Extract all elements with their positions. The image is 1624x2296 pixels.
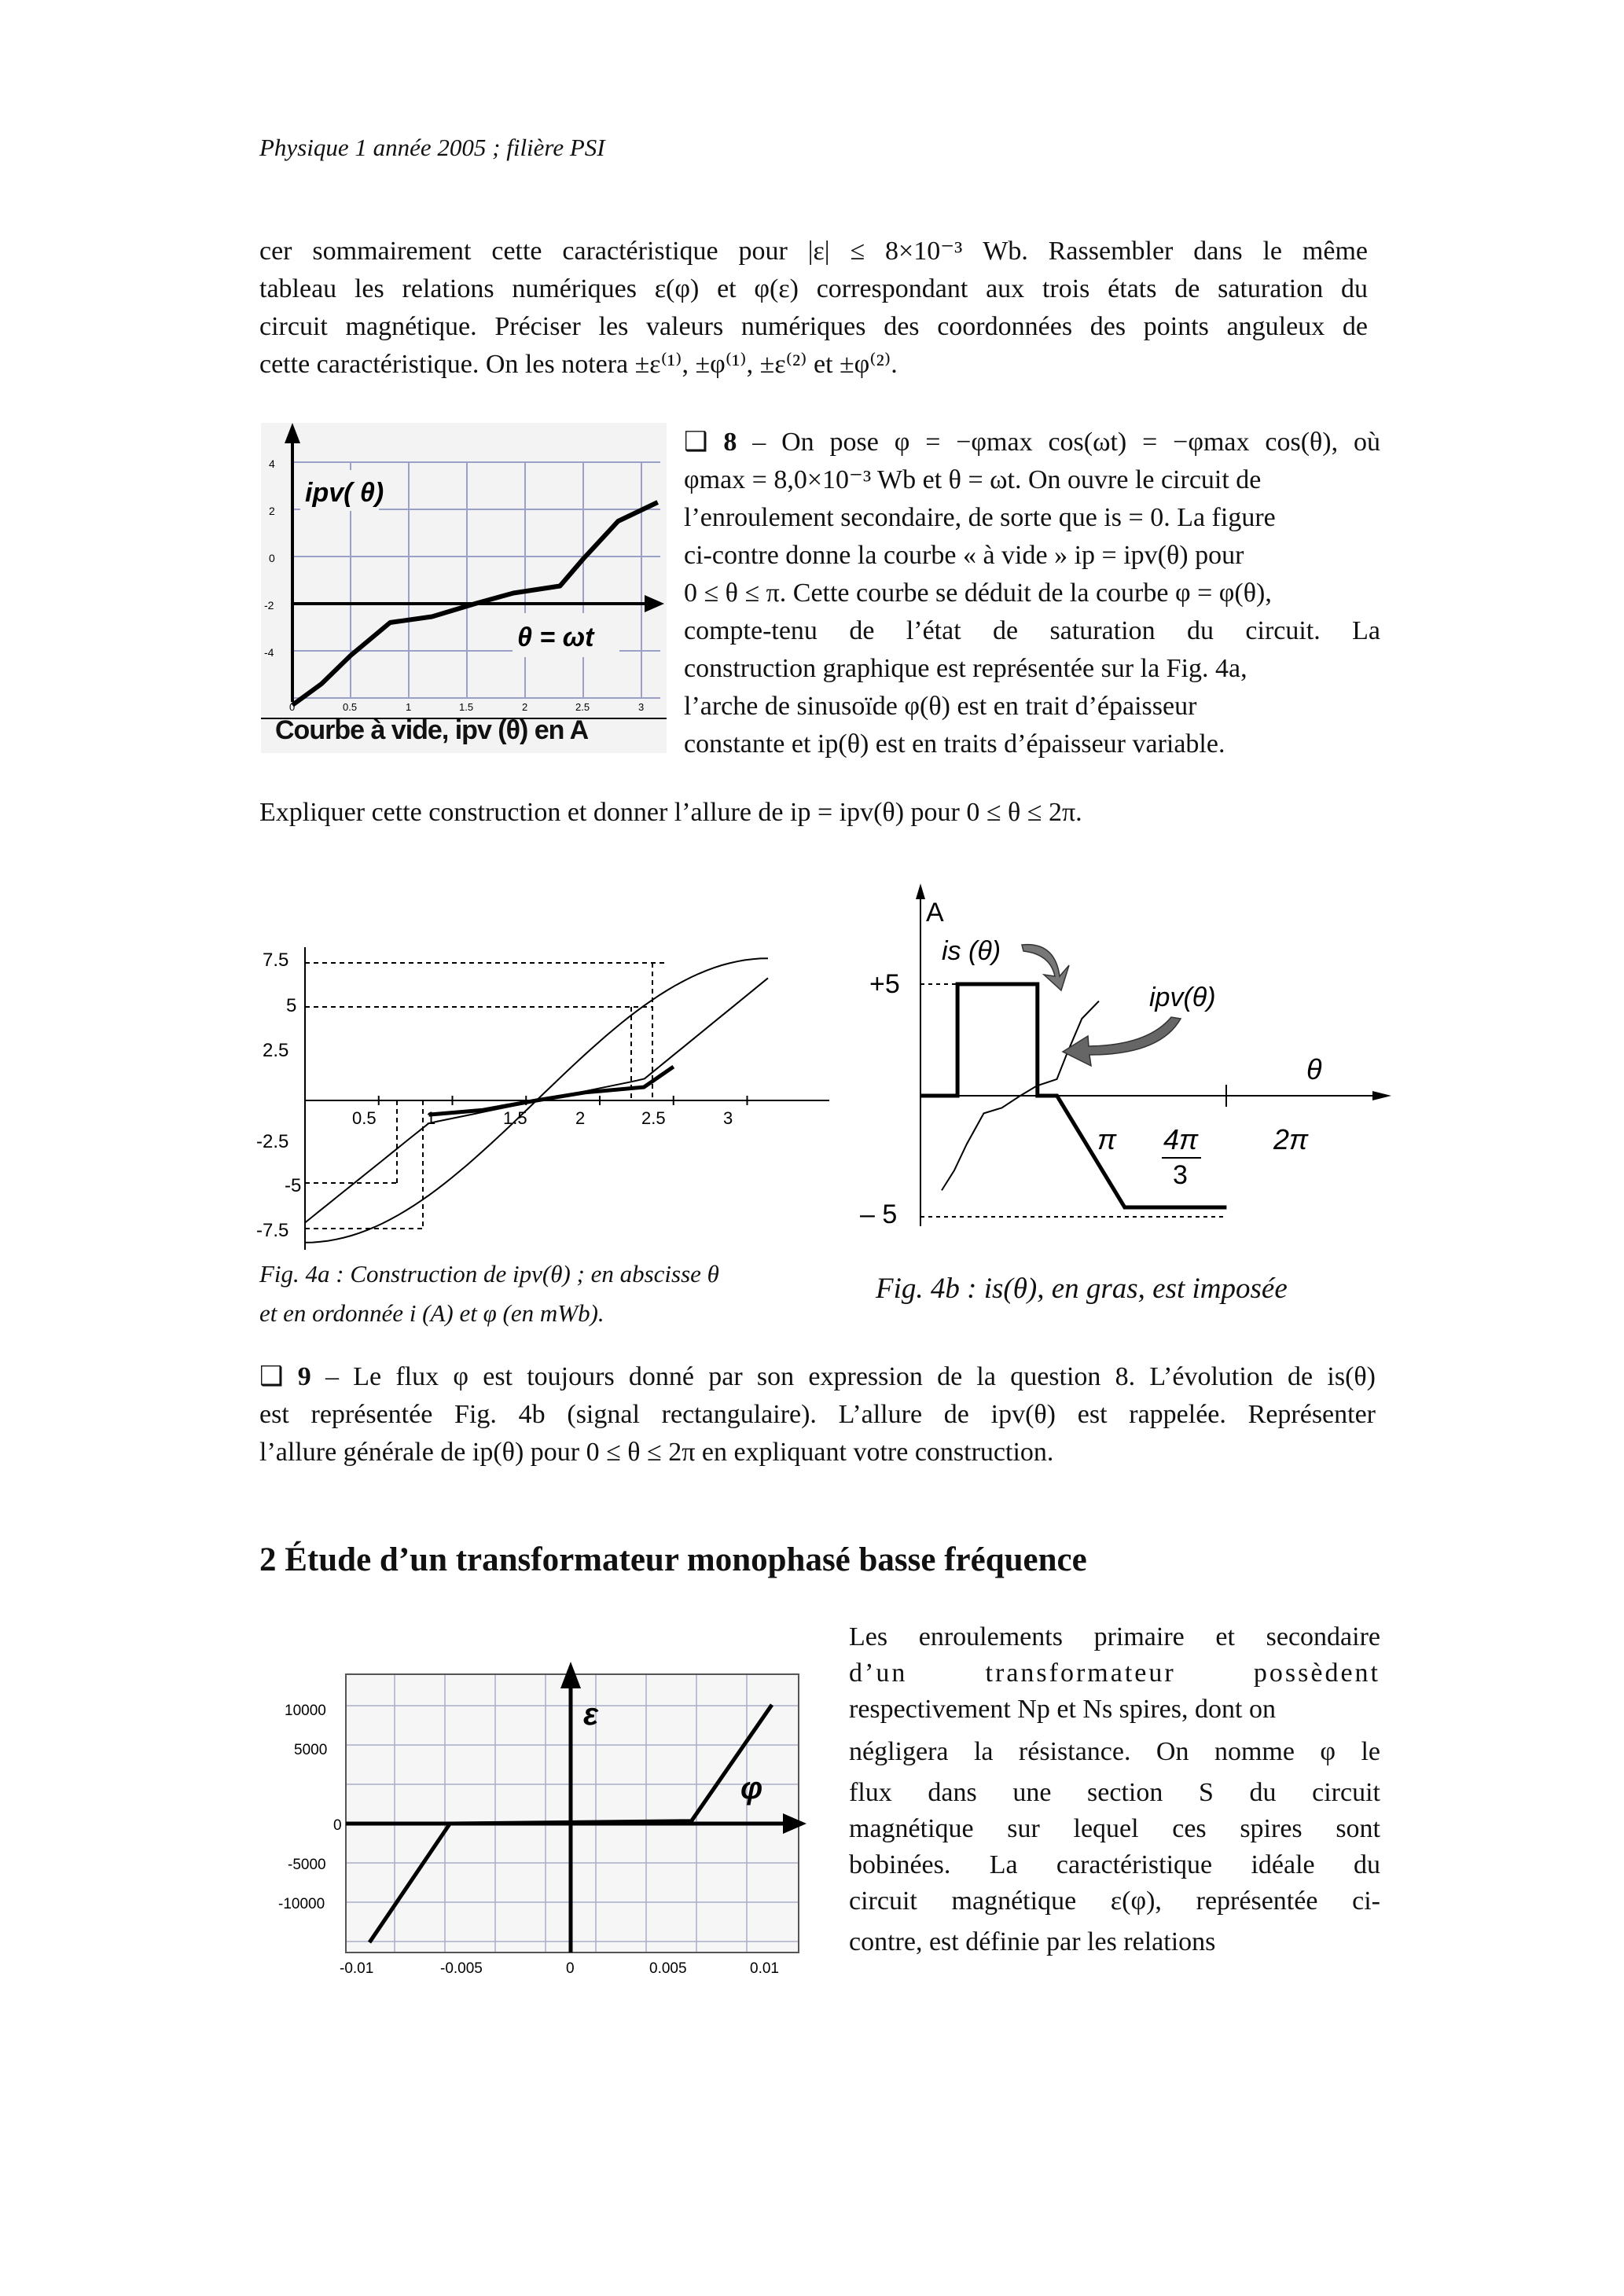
y-tick: 0 (333, 1817, 342, 1834)
y-tick: 0 (269, 552, 275, 564)
x-tick: 0.5 (343, 701, 358, 713)
q9-line (259, 1357, 1376, 1396)
x-tick: 0 (566, 1960, 575, 1977)
fig-4a (252, 939, 833, 1254)
question-9 (259, 1357, 1376, 1471)
question-8 (684, 423, 1380, 763)
q8-line: ci-contre donne la courbe « à vide » ip = ipv(θ) pour (684, 541, 1244, 570)
construction-lines (305, 963, 668, 1229)
intro-paragraph (259, 233, 1368, 384)
y-tick: 10000 (285, 1703, 326, 1719)
theta-label: θ (1306, 1053, 1322, 1086)
x-tick: 0.5 (352, 1108, 377, 1128)
q8-line: compte-tenu de l’état de saturation du circuit. La (684, 616, 1380, 645)
x-tick: 3 (638, 701, 645, 713)
epsilon-label: ε (583, 1697, 599, 1732)
x-tick: 2.5 (641, 1108, 666, 1128)
q8-number: 8 (723, 428, 737, 457)
checkbox-icon: ❑ (684, 426, 708, 457)
q8-line: construction graphique est représentée sur la Fig. 4a, (684, 654, 1247, 683)
phi-label: φ (740, 1771, 763, 1806)
section2-line: circuit magnétique ε(φ), représentée ci- (849, 1886, 1380, 1916)
plus5-label: +5 (869, 969, 900, 999)
q9-number: 9 (297, 1362, 311, 1391)
x-tick: 1.5 (459, 701, 474, 713)
y-tick: -2.5 (256, 1131, 289, 1152)
x-tick: 1.5 (503, 1108, 527, 1128)
section2-line: flux dans une section S du circuit (849, 1778, 1380, 1807)
x-tick: 1 (426, 1108, 436, 1128)
x-tick: 2 (522, 701, 528, 713)
y-tick: -10000 (278, 1896, 325, 1912)
q8-line (684, 423, 1380, 461)
fig-epsilon-phi (275, 1659, 810, 1981)
arrow-ipv-icon (1063, 1017, 1181, 1066)
y-tick: 2.5 (263, 1040, 289, 1061)
axis-a-label: A (926, 898, 944, 928)
fig-courbe-vide (252, 423, 676, 753)
y-tick: -5 (285, 1175, 302, 1196)
x-tick: 0 (289, 701, 296, 713)
x-tick: -0.005 (440, 1960, 483, 1977)
section-2-title: 2 Étude d’un transformateur monophasé basse fréquence (259, 1541, 1087, 1578)
intro-line: cette caractéristique. On les notera ±ε⁽¹⁾, ±φ⁽¹⁾, ±ε⁽²⁾ et ±φ⁽²⁾. (259, 350, 898, 379)
q8-line: l’arche de sinusoïde φ(θ) est en trait d’épaisseur (684, 692, 1197, 721)
y-tick: 2 (269, 505, 275, 517)
section2-line: Les enroulements primaire et secondaire (849, 1622, 1380, 1651)
is-label: is (θ) (942, 936, 1001, 966)
y-tick: 4 (269, 457, 275, 470)
q8-line: constante et ip(θ) est en traits d’épaisseur variable. (684, 729, 1225, 759)
section2-line: d’un transformateur possèdent (849, 1659, 1380, 1688)
y-tick: -2 (264, 599, 274, 612)
ipv-label: ipv(θ) (1149, 983, 1216, 1012)
y-tick: 5 (286, 995, 297, 1016)
x-tick: 3 (723, 1108, 733, 1128)
two-pi-label: 2π (1273, 1123, 1309, 1155)
fig-4a-caption-line: et en ordonnée i (A) et φ (en mWb). (259, 1299, 604, 1327)
pi-label: π (1097, 1123, 1117, 1155)
q9-text: – Le flux φ est toujours donné par son expression de la question 8. L’évolution de is(θ) (325, 1362, 1376, 1391)
q9-line: l’allure générale de ip(θ) pour 0 ≤ θ ≤ 2π en expliquant votre construction. (259, 1438, 1054, 1467)
q8-line: l’enroulement secondaire, de sorte que is = 0. La figure (684, 503, 1276, 532)
q8-line: φmax = 8,0×10⁻³ Wb et θ = ωt. On ouvre le circuit de (684, 465, 1262, 494)
y-tick: 5000 (294, 1742, 328, 1758)
four-pi-label: 4π (1163, 1123, 1199, 1155)
x-tick: -0.01 (340, 1960, 374, 1977)
caption-courbe-vide: Courbe à vide, ipv (θ) en A (275, 715, 589, 745)
y-tick: -7.5 (256, 1220, 289, 1241)
section-2-paragraph (849, 1619, 1380, 1960)
x-tick: 2.5 (575, 701, 590, 713)
y-tick: 7.5 (263, 950, 289, 971)
section2-line: contre, est définie par les relations (849, 1927, 1216, 1956)
intro-line: tableau les relations numériques ε(φ) et φ(ε) correspondant aux trois états de saturation du (259, 274, 1368, 303)
fig-4b-caption: Fig. 4b : is(θ), en gras, est imposée (876, 1273, 1288, 1305)
section2-line: bobinées. La caractéristique idéale du (849, 1850, 1380, 1879)
q8-line: 0 ≤ θ ≤ π. Cette courbe se déduit de la courbe φ = φ(θ), (684, 579, 1272, 608)
x-tick: 0.005 (649, 1960, 687, 1977)
checkbox-icon: ❑ (259, 1361, 284, 1392)
section2-line: respectivement Np et Ns spires, dont on (849, 1695, 1276, 1724)
minus5-label: – 5 (860, 1199, 898, 1229)
x-tick: 0.01 (750, 1960, 779, 1977)
fig-4a-caption (259, 1255, 719, 1333)
x-axis-arrow-icon (1372, 1091, 1391, 1100)
intro-line: cer sommairement cette caractéristique pour |ε| ≤ 8×10⁻³ Wb. Rassembler dans le même (259, 237, 1368, 266)
q9-line: est représentée Fig. 4b (signal rectangulaire). L’allure de ipv(θ) est rappelée. Représenter (259, 1400, 1376, 1429)
ipv-label: ipv( θ) (305, 478, 384, 508)
intro-line: circuit magnétique. Préciser les valeurs numériques des coordonnées des points anguleux de (259, 312, 1368, 341)
running-header: Physique 1 année 2005 ; filière PSI (259, 134, 605, 161)
y-axis-arrow-icon (916, 884, 925, 899)
ipv-curve-thick (429, 1067, 674, 1115)
fig-4b (849, 872, 1399, 1250)
q8-text: – On pose φ = −φmax cos(ωt) = −φmax cos(θ), où (752, 428, 1380, 457)
y-tick: -5000 (288, 1857, 326, 1873)
section2-line: négligera la résistance. On nomme φ le (849, 1737, 1380, 1766)
q8-closing: Expliquer cette construction et donner l’allure de ip = ipv(θ) pour 0 ≤ θ ≤ 2π. (259, 798, 1082, 827)
section2-line: magnétique sur lequel ces spires sont (849, 1814, 1380, 1843)
x-tick: 2 (575, 1108, 586, 1128)
y-tick: -4 (264, 646, 274, 659)
fig-4a-caption-line: Fig. 4a : Construction de ipv(θ) ; en abscisse θ (259, 1260, 719, 1288)
x-tick: 1 (406, 701, 412, 713)
three-label: 3 (1173, 1160, 1188, 1190)
theta-label: θ = ωt (517, 623, 594, 652)
